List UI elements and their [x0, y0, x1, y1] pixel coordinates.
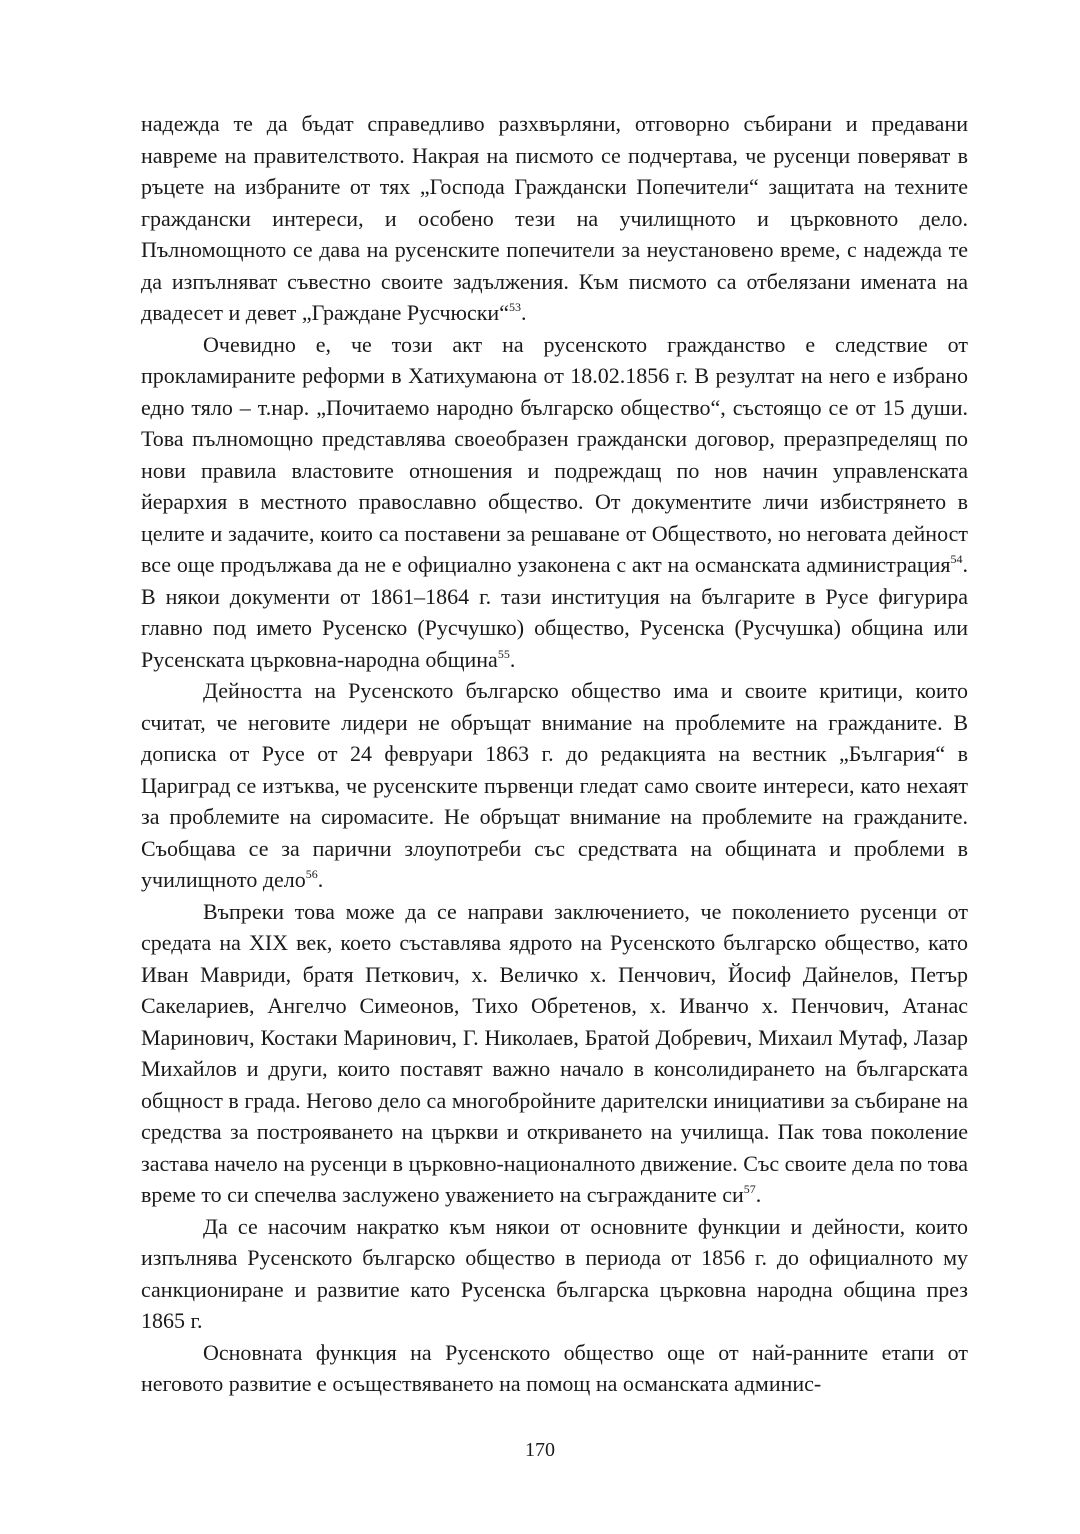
paragraph-text: .	[317, 867, 324, 892]
paragraph-5	[141, 1211, 968, 1337]
paragraph-4	[141, 896, 968, 1211]
footnote-ref[interactable]: 53	[508, 300, 521, 314]
paragraph-text: Въпреки това може да се направи заключението, че поколението русенци от средата на XIX век, което съставлява ядрото на Русенското българско общество, като Иван Мавриди, братя Петкович, х. Величко х. Пенчович, Йосиф Дайнелов, Петър Сакелариев, Ангелчо Симеонов, Тихо Обретенов, х. Иванчо х. Пенчович, Атанас Маринович, Костаки Маринович, Г. Николаев, Братой Добревич, Михаил Мутаф, Лазар Михайлов и други, които поставят важно начало в консолидирането на българската общност в града. Негово дело са многобройните дарителски инициативи за събиране на средства за построяването на църкви и откриването на училища. Пак това поколение застава начело на русенци в църковно-националното движение. Със своите дела по това време то си спечелва заслужено уважението на съгражданите си	[141, 898, 968, 1207]
paragraph-6	[141, 1337, 968, 1400]
footnote-ref[interactable]: 54	[950, 552, 963, 566]
page-body	[141, 108, 968, 1400]
page-number: 170	[525, 1439, 555, 1461]
paragraph-text: Очевидно е, че този акт на русенското гражданство е следствие от прокламираните реформи в Хатихумаюна от 18.02.1856 г. В резултат на него е избрано едно тяло – т.нар. „Почитаемо народно българско общество“, състоящо се от 15 души. Това пълномощно представлява своеобразен граждански договор, преразпределящ по нови правила властовите отношения и подреждащ по нов начин управленската йерархия в местното православно общество. От документите личи избистрянето в целите и задачите, които са поставени за решаване от Обществото, но неговата дейност все още продължава да не е официално узаконена с акт на османската администрация	[141, 331, 968, 577]
paragraph-text: Да се насочим накратко към някои от основните функции и дейности, които изпълнява Русенското българско общество в периода от 1856 г. до официалното му санкциониране и развитие като Русенска българска църковна народна община през 1865 г.	[141, 1213, 968, 1333]
footnote-ref[interactable]: 56	[305, 867, 318, 881]
paragraph-text: .	[509, 646, 516, 672]
paragraph-text: Основната функция на Русенското общество още от най-ранните етапи от неговото развитие е осъществяването на помощ на османската админис-	[141, 1339, 968, 1396]
paragraph-text: .	[755, 1182, 762, 1207]
paragraph-1	[141, 108, 968, 329]
paragraph-text: Дейността на Русенското българско общество има и своите критици, които считат, че неговите лидери не обръщат внимание на проблемите на гражданите. В дописка от Русе от 24 февруари 1863 г. до редакцията на вестник „България“ в Цариград се изтъква, че русенските първенци гледат само своите интереси, като нехаят за проблемите на сиромасите. Не обръщат внимание на проблемите на гражданите. Съобщава се за парични злоупотреби със средствата на общината и проблеми в училищното дело	[141, 678, 968, 892]
paragraph-text: . В някои документи от 1861–1864 г. тази институция на българите в Русе фигурира главно под името Русенско (Русчушко) общество, Русенска (Русчушка) община или Русенската църковна-народна община	[141, 552, 968, 672]
paragraph-3	[141, 675, 968, 896]
footnote-ref[interactable]: 57	[743, 1182, 756, 1196]
paragraph-2	[141, 329, 968, 676]
footnote-ref[interactable]: 55	[497, 646, 510, 661]
paragraph-text: .	[520, 300, 527, 325]
paragraph-text: надежда те да бъдат справедливо разхвърляни, отговорно събирани и предавани навреме на правителството. Накрая на писмото се подчертава, че русенци поверяват в ръцете на избраните от тях „Господа Граждански Попечители“ защитата на техните граждански интереси, и особено тези на училищното и църковното дело. Пълномощното се дава на русенските попечители за неустановено време, с надежда те да изпълняват съвестно своите задължения. Към писмото са отбелязани имената на двадесет и девет „Граждане Русчюски“	[141, 111, 968, 325]
